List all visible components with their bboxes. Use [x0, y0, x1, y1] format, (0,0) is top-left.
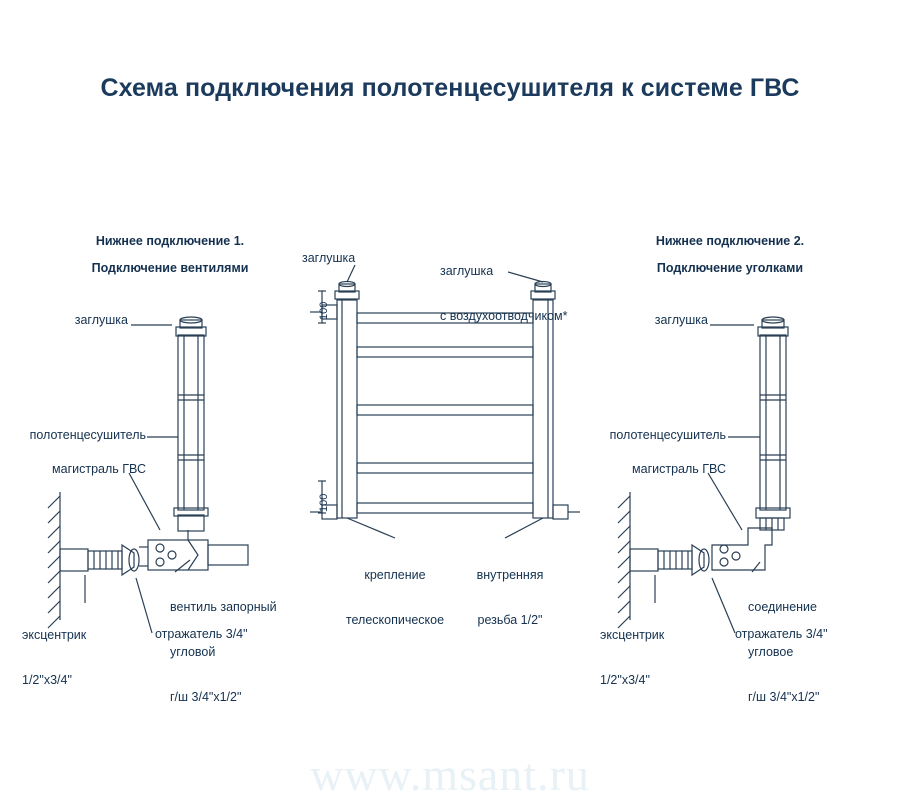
right-panel-heading-line1: Нижнее подключение 2.: [655, 234, 805, 248]
left-towel-rail-label: полотенцесушитель: [29, 428, 146, 442]
center-mount-line1: крепление: [364, 568, 426, 582]
page-title: Схема подключения полотенцесушителя к системе ГВС: [100, 74, 800, 102]
right-elbow-label: [748, 570, 878, 735]
left-reflector-label: отражатель 3/4": [155, 627, 248, 641]
watermark: www.msant.ru: [310, 749, 590, 800]
center-thread-line1: внутренняя: [476, 568, 544, 582]
left-eccentric-label-line1: эксцентрик: [22, 628, 87, 642]
left-valve-label-line3: г/ш 3/4"x1/2": [170, 690, 242, 704]
right-elbow-label-line3: г/ш 3/4"x1/2": [748, 690, 820, 704]
right-elbow-label-line1: соединение: [748, 600, 817, 614]
center-dim-top: 100: [318, 301, 330, 320]
center-dim-bottom: 100: [318, 493, 330, 512]
left-hot-water-main-label: магистраль ГВС: [52, 462, 146, 476]
right-reflector-label: отражатель 3/4": [735, 627, 828, 641]
left-panel-heading-line2: Подключение вентилями: [91, 261, 249, 275]
left-valve-label-line2: угловой: [170, 645, 216, 659]
right-eccentric-label-line1: эксцентрик: [600, 628, 665, 642]
right-elbow-label-line2: угловое: [748, 645, 794, 659]
right-towel-rail-label: полотенцесушитель: [609, 428, 726, 442]
right-hot-water-main-label: магистраль ГВС: [632, 462, 726, 476]
center-cap-airvent-line1: заглушка: [440, 264, 494, 278]
center-mount-line2: телескопическое: [345, 613, 445, 627]
right-eccentric-label-line2: 1/2"х3/4": [600, 673, 650, 687]
right-eccentric-label: [600, 598, 710, 718]
center-thread-line2: резьба 1/2": [477, 613, 543, 627]
left-valve-label-line1: вентиль запорный: [170, 600, 277, 614]
right-cap-label: заглушка: [654, 313, 708, 327]
left-eccentric-label-line2: 1/2"х3/4": [22, 673, 72, 687]
center-cap-airvent-line2: с воздухоотводчиком*: [440, 309, 568, 323]
right-panel-heading-line2: Подключение уголками: [656, 261, 804, 275]
left-panel-heading-line1: Нижнее подключение 1.: [95, 234, 245, 248]
left-cap-label: заглушка: [74, 313, 128, 327]
center-cap-label: заглушка: [302, 251, 356, 265]
